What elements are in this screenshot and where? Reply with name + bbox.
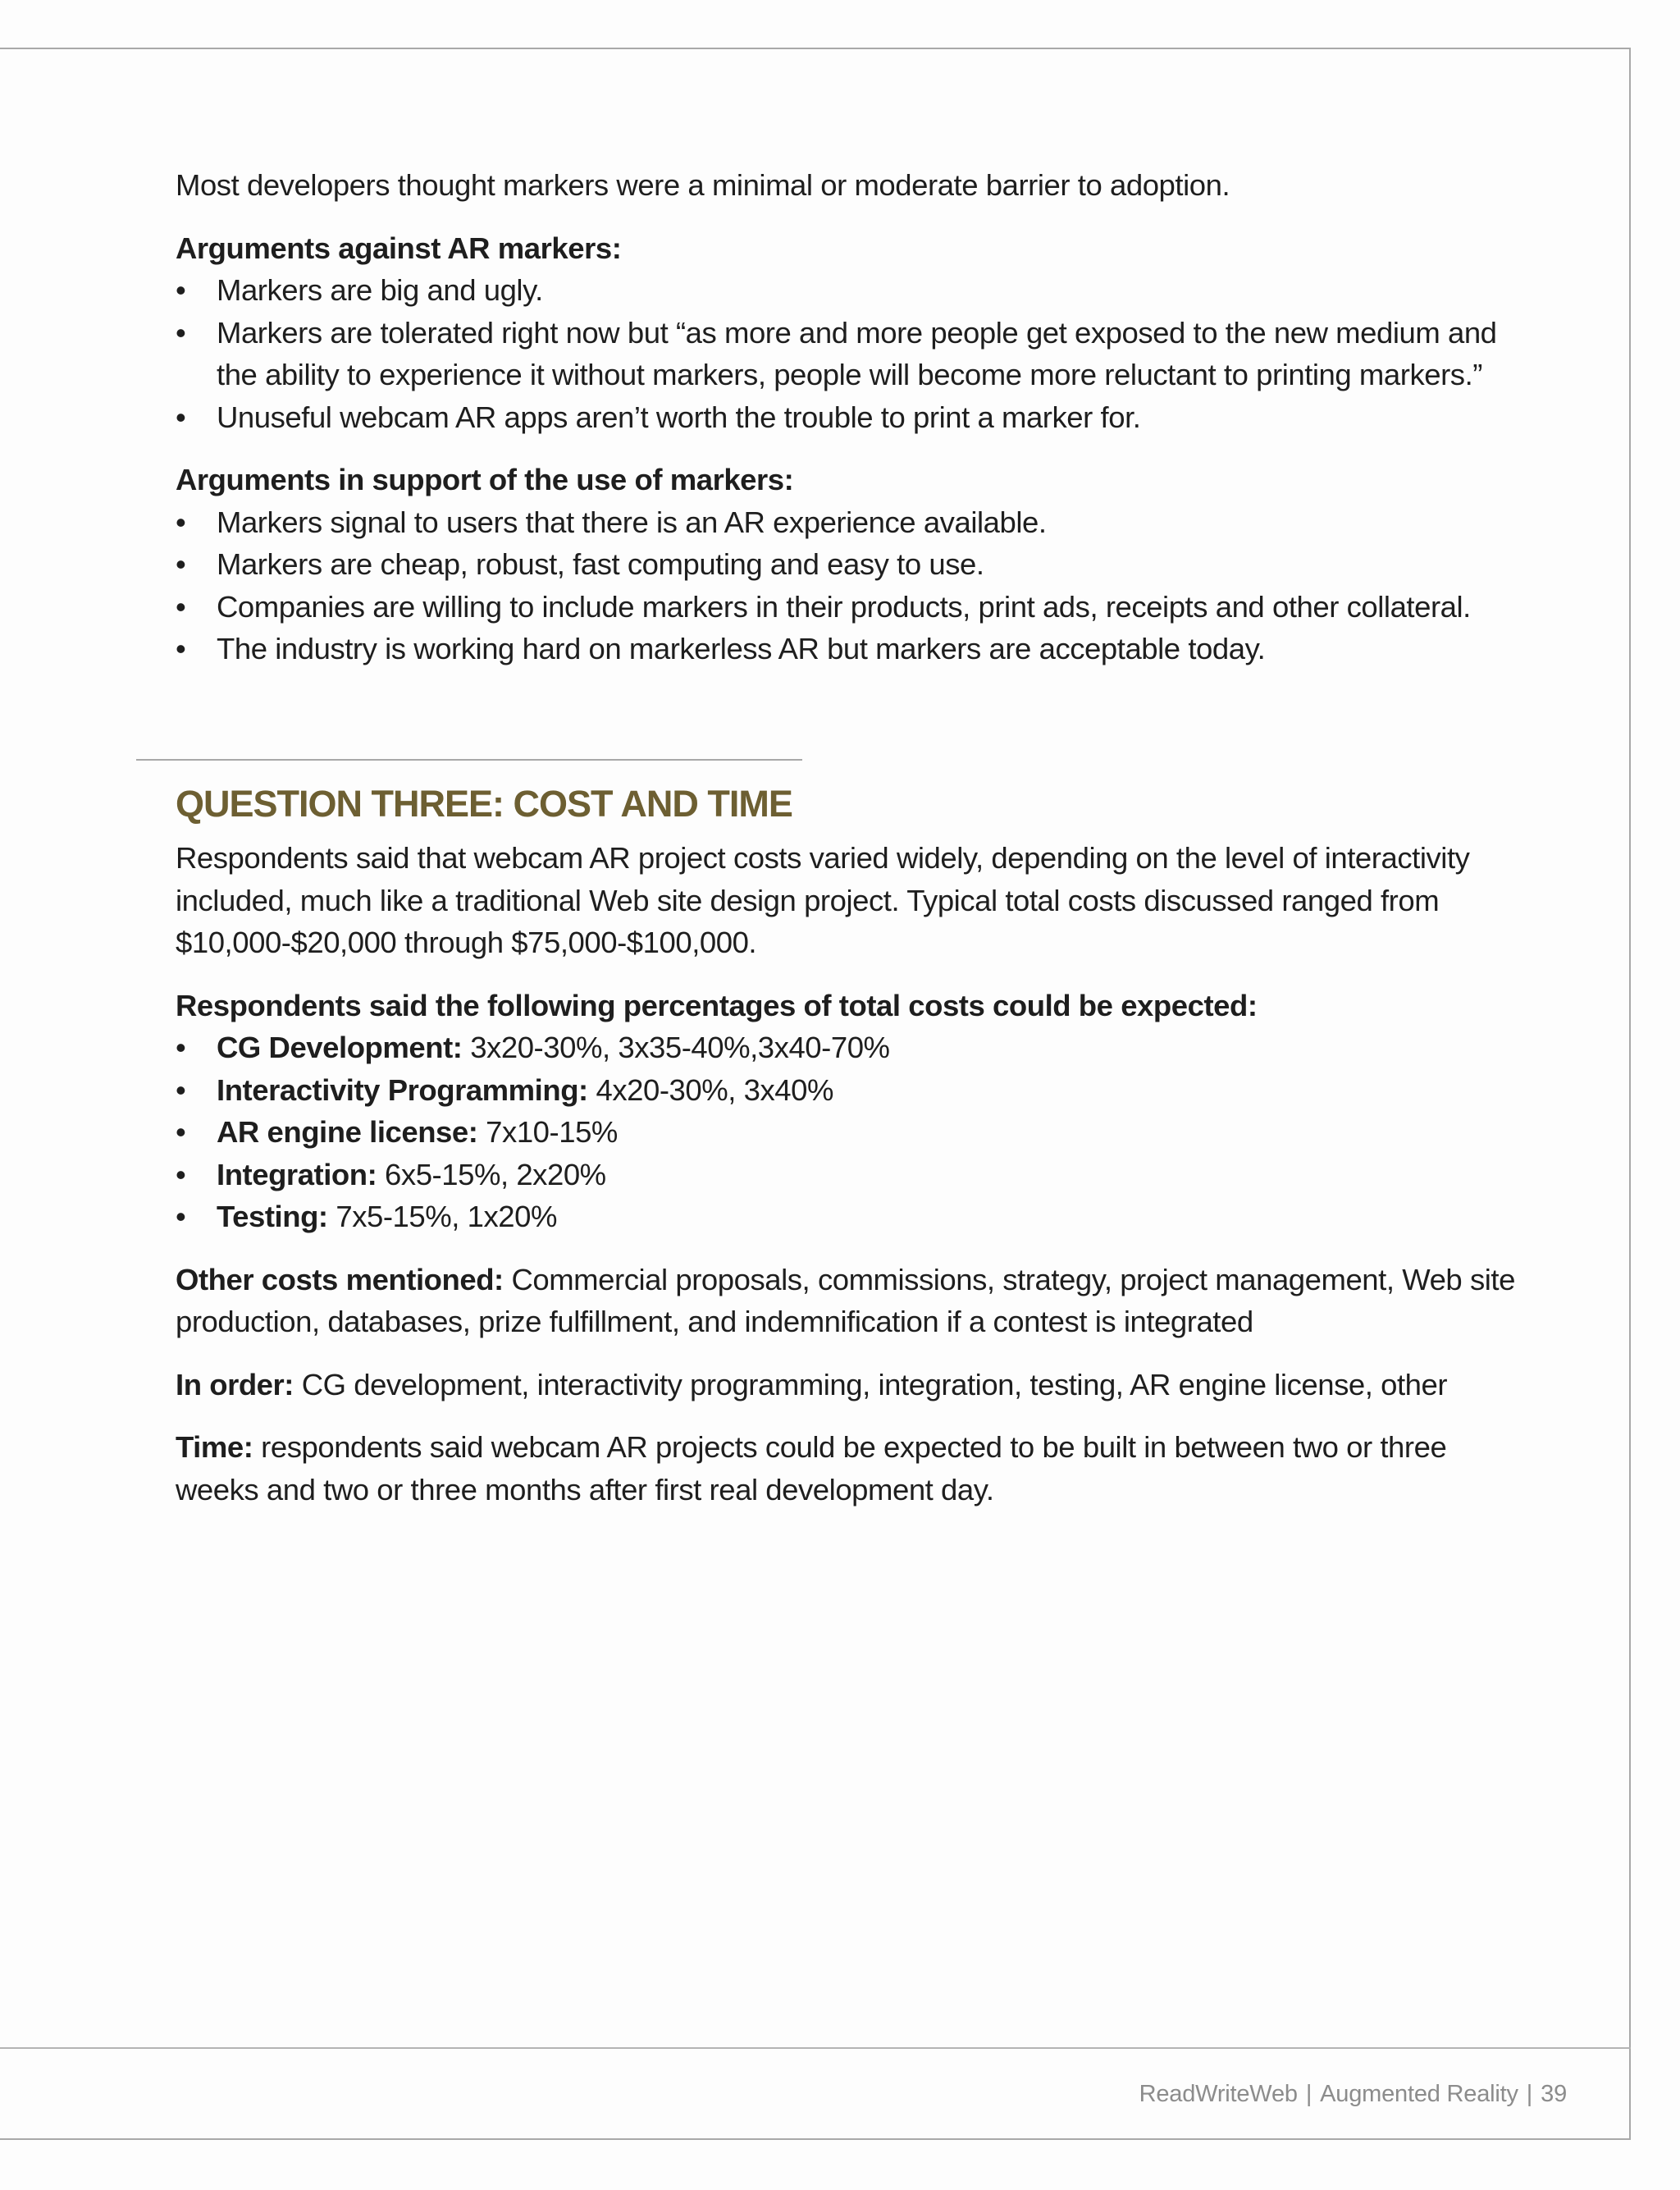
bullet-icon: • (176, 547, 186, 581)
page-number: 39 (1541, 2081, 1567, 2107)
upper-content (176, 164, 1521, 670)
bullet-icon: • (176, 273, 186, 307)
page-footer (1139, 2081, 1567, 2108)
cost-paragraph: Respondents said that webcam AR project costs varied widely, depending on the level of interactivity included, much like a traditional Web site design project. Typical total costs discussed ranged from $10,000-$20,000 through $75,000-$100,000. (176, 841, 1470, 959)
section-title: QUESTION THREE: COST AND TIME (176, 783, 792, 825)
list-item: • AR engine license: 7x10-15% (176, 1111, 1521, 1154)
bullet-icon: • (176, 1031, 186, 1064)
against-list (176, 269, 1521, 438)
list-item: • Unuseful webcam AR apps aren’t worth the trouble to print a marker for. (176, 396, 1521, 439)
support-heading: Arguments in support of the use of markers: (176, 463, 794, 496)
bullet-icon: • (176, 632, 186, 665)
order-paragraph: In order: CG development, interactivity programming, integration, testing, AR engine license, other (176, 1367, 1448, 1401)
intro-paragraph: Most developers thought markers were a minimal or moderate barrier to adoption. (176, 168, 1230, 202)
footer-separator: | (1526, 2081, 1533, 2107)
costs-heading: Respondents said the following percentages of total costs could be expected: (176, 988, 1258, 1022)
page-border-right (1629, 48, 1631, 2140)
list-item: • Markers are cheap, robust, fast computing and easy to use. (176, 543, 1521, 586)
bullet-icon: • (176, 1115, 186, 1149)
list-item: • Markers are big and ugly. (176, 269, 1521, 312)
bullet-icon: • (176, 505, 186, 539)
footer-publisher: ReadWriteWeb (1139, 2081, 1298, 2107)
bullet-icon: • (176, 400, 186, 434)
support-list (176, 501, 1521, 670)
bullet-icon: • (176, 1200, 186, 1233)
list-item: • Testing: 7x5-15%, 1x20% (176, 1196, 1521, 1238)
list-item: • The industry is working hard on markerless AR but markers are acceptable today. (176, 628, 1521, 670)
page-border-bottom (0, 2138, 1631, 2140)
list-item: • Markers signal to users that there is an AR experience available. (176, 501, 1521, 544)
footer-rule (0, 2047, 1631, 2049)
page-border-top (0, 48, 1631, 49)
other-costs-paragraph: Other costs mentioned: Commercial proposals, commissions, strategy, project management, Web site production, databases, prize fulfillment, and indemnification if a contest is integrated (176, 1262, 1515, 1338)
list-item: • Companies are willing to include markers in their products, print ads, receipts and other collateral. (176, 586, 1521, 629)
bullet-icon: • (176, 1072, 186, 1107)
list-item: • Interactivity Programming: 4x20-30%, 3x40% (176, 1069, 1521, 1112)
bullet-icon: • (176, 1157, 186, 1191)
section-content (176, 837, 1521, 1511)
costs-list (176, 1026, 1521, 1238)
footer-separator: | (1305, 2081, 1312, 2107)
bullet-icon: • (176, 589, 186, 624)
list-item: • Markers are tolerated right now but “as more and more people get exposed to the new medium and the ability to experience it without markers, people will become more reluctant to printing markers.” (176, 312, 1521, 396)
list-item: • CG Development: 3x20-30%, 3x35-40%,3x40-70% (176, 1026, 1521, 1069)
bullet-icon: • (176, 315, 186, 350)
against-heading: Arguments against AR markers: (176, 231, 622, 265)
time-paragraph: Time: respondents said webcam AR projects could be expected to be built in between two or three weeks and two or three months after first real development day. (176, 1430, 1447, 1506)
list-item: • Integration: 6x5-15%, 2x20% (176, 1154, 1521, 1196)
footer-report-title: Augmented Reality (1320, 2081, 1518, 2107)
section-divider (136, 759, 802, 761)
